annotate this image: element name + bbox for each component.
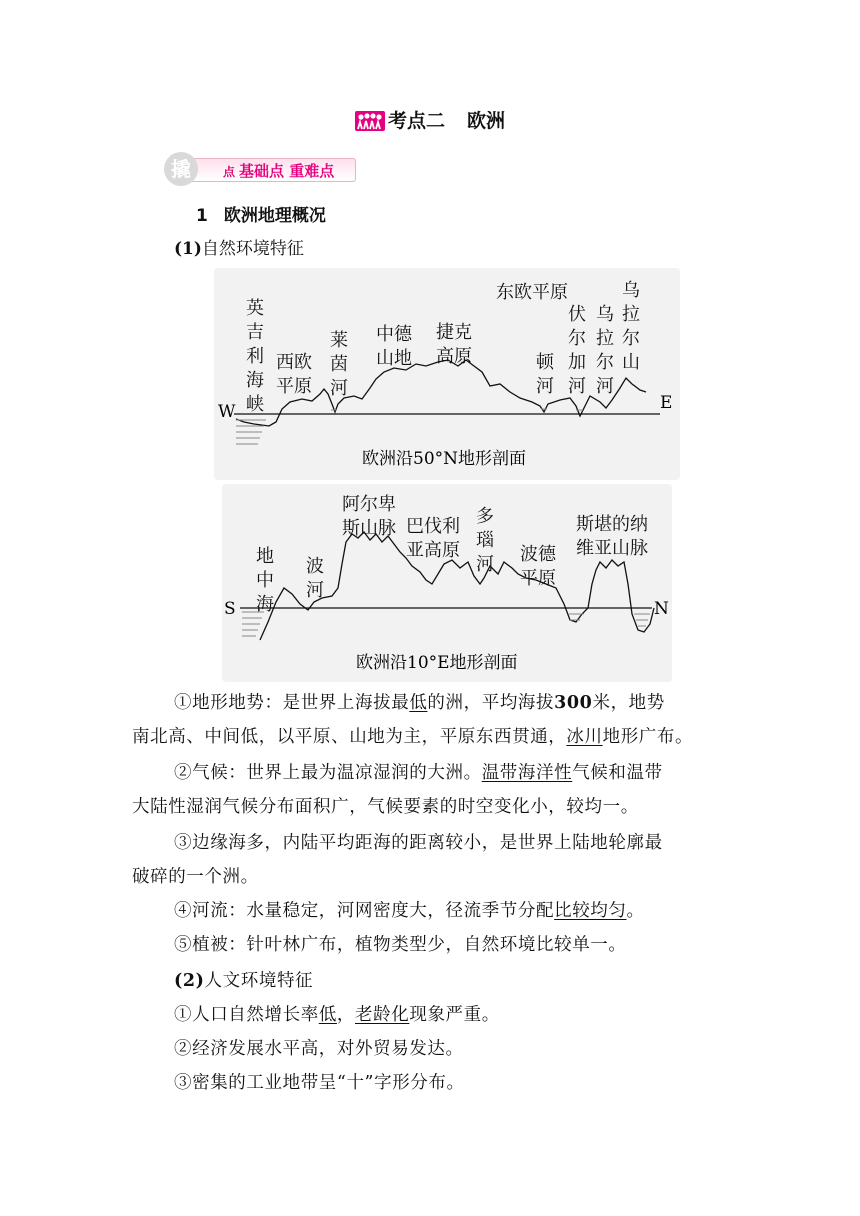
subheading-natural xyxy=(174,234,304,259)
label-bohe: 河 xyxy=(306,580,324,601)
number-span: 300 xyxy=(554,693,593,713)
figure2-caption: 欧洲沿10°E地形剖面 xyxy=(356,653,518,673)
para-rivers xyxy=(174,894,645,928)
subheading-title: 人文环境特征 xyxy=(204,971,314,991)
underlined-term: 老龄化 xyxy=(355,1005,410,1025)
label-wulaer-river: 乌 xyxy=(596,304,614,325)
label-zhongde: 山地 xyxy=(376,348,412,369)
text-span: 米，地势 xyxy=(592,693,665,713)
label-dizhonghai: 海 xyxy=(256,594,274,615)
label-laiyin: 河 xyxy=(330,378,348,399)
banner-label: 基础点 重难点 xyxy=(239,162,335,180)
para-population xyxy=(174,998,500,1032)
text-span: ①人口自然增长率 xyxy=(174,1005,319,1025)
underlined-term: 温带海洋性 xyxy=(481,763,573,783)
page-title xyxy=(0,106,860,136)
label-wulaer-river: 拉 xyxy=(596,328,614,349)
subheading-human xyxy=(174,964,313,998)
section-number: 1 xyxy=(196,206,208,226)
underlined-term: 低 xyxy=(409,693,428,713)
para-vegetation: ⑤植被：针叶林广布，植物类型少，自然环境比较单一。 xyxy=(174,935,627,955)
label-bode: 平原 xyxy=(520,568,556,589)
label-duonao: 河 xyxy=(476,554,494,575)
label-wulaer-river: 尔 xyxy=(596,352,614,373)
text-span: ， xyxy=(336,1005,356,1025)
people-icon xyxy=(355,111,385,136)
label-jieke: 捷克 xyxy=(436,322,472,343)
label-duonao: 多 xyxy=(476,506,494,527)
label-dizhonghai: 地 xyxy=(256,546,274,567)
label-dizhonghai: 中 xyxy=(256,570,274,591)
label-bafali: 巴伐利 xyxy=(406,516,460,537)
text-span: 气候和温带 xyxy=(572,763,663,783)
title-part1: 考点二 xyxy=(387,110,445,132)
para-terrain-line2 xyxy=(132,720,693,754)
e-label: E xyxy=(660,393,673,413)
para-coast-line1: ③边缘海多，内陆平均距海的距离较小，是世界上陆地轮廓最 xyxy=(174,833,663,853)
label-dunhe: 顿 xyxy=(536,352,554,373)
label-yingjili: 峡 xyxy=(246,394,264,415)
label-wulaer-river: 河 xyxy=(596,376,614,397)
label-sikandi: 斯堪的纳 xyxy=(576,514,648,535)
label-laiyin: 莱 xyxy=(330,330,348,351)
label-zhongde: 中德 xyxy=(376,324,412,345)
label-duonao: 瑙 xyxy=(476,530,494,551)
para-economy: ②经济发展水平高，对外贸易发达。 xyxy=(174,1039,464,1059)
label-yingjili: 吉 xyxy=(246,322,264,343)
subheading-number: (1) xyxy=(174,239,202,259)
subheading-number: (2) xyxy=(174,971,205,991)
label-aerbei: 斯山脉 xyxy=(342,518,396,539)
label-fuerjia: 伏 xyxy=(568,304,586,325)
text-span: 南北高、中间低，以平原、山地为主，平原东西贯通， xyxy=(132,727,567,747)
underlined-term: 低 xyxy=(318,1005,337,1025)
section-banner xyxy=(160,150,360,190)
banner-circle-icon: 撬 xyxy=(164,152,198,186)
label-sikandi: 维亚山脉 xyxy=(576,538,648,559)
label-bode: 波德 xyxy=(520,544,556,565)
underlined-term: 冰川 xyxy=(566,727,603,747)
para-industry: ③密集的工业地带呈“十”字形分布。 xyxy=(174,1073,465,1093)
text-span: 地形广布。 xyxy=(602,727,694,747)
section-title: 欧洲地理概况 xyxy=(223,206,326,226)
label-dongou: 东欧平原 xyxy=(496,282,568,303)
label-xiou: 平原 xyxy=(276,376,312,397)
label-fuerjia: 尔 xyxy=(568,328,586,349)
label-wulaer-mtn: 山 xyxy=(622,352,640,373)
label-xiou: 西欧 xyxy=(276,352,312,373)
text-span: ②气候：世界上最为温凉湿润的大洲。 xyxy=(174,763,482,783)
label-aerbei: 阿尔卑 xyxy=(342,494,396,515)
w-label: W xyxy=(218,402,236,422)
underlined-term: 比较均匀 xyxy=(554,901,627,921)
section-heading xyxy=(196,201,326,226)
para-climate-line1 xyxy=(174,756,663,790)
text-span: 。 xyxy=(626,901,645,921)
label-fuerjia: 加 xyxy=(568,352,586,373)
profile-10e-figure xyxy=(222,484,672,682)
label-wulaer-mtn: 尔 xyxy=(622,328,640,349)
text-span: 现象严重。 xyxy=(409,1005,500,1025)
label-yingjili: 利 xyxy=(246,346,264,367)
title-part2: 欧洲 xyxy=(467,110,506,132)
text-span: ①地形地势：是世界上海拔最 xyxy=(174,693,410,713)
label-wulaer-mtn: 乌 xyxy=(622,280,640,301)
label-dunhe: 河 xyxy=(536,376,554,397)
text-span: 的洲，平均海拔 xyxy=(427,693,555,713)
banner-small: 点 xyxy=(223,165,236,179)
label-laiyin: 茵 xyxy=(330,354,348,375)
label-bafali: 亚高原 xyxy=(406,540,460,561)
label-bohe: 波 xyxy=(306,556,324,577)
para-coast-line2: 破碎的一个洲。 xyxy=(132,867,259,887)
profile-50n-figure xyxy=(214,268,680,480)
para-climate-line2: 大陆性湿润气候分布面积广，气候要素的时空变化小，较均一。 xyxy=(132,797,639,817)
banner-bar xyxy=(190,158,356,182)
s-label: S xyxy=(224,599,236,619)
subheading-title: 自然环境特征 xyxy=(201,239,304,259)
label-wulaer-mtn: 拉 xyxy=(622,304,640,325)
para-terrain-line1 xyxy=(174,686,665,720)
label-jieke: 高原 xyxy=(436,346,472,367)
figure1-caption: 欧洲沿50°N地形剖面 xyxy=(362,449,527,469)
label-fuerjia: 河 xyxy=(568,376,586,397)
label-yingjili: 海 xyxy=(246,370,264,391)
text-span: ④河流：水量稳定，河网密度大，径流季节分配 xyxy=(174,901,555,921)
label-yingjili: 英 xyxy=(246,298,264,319)
n-label: N xyxy=(654,599,669,619)
